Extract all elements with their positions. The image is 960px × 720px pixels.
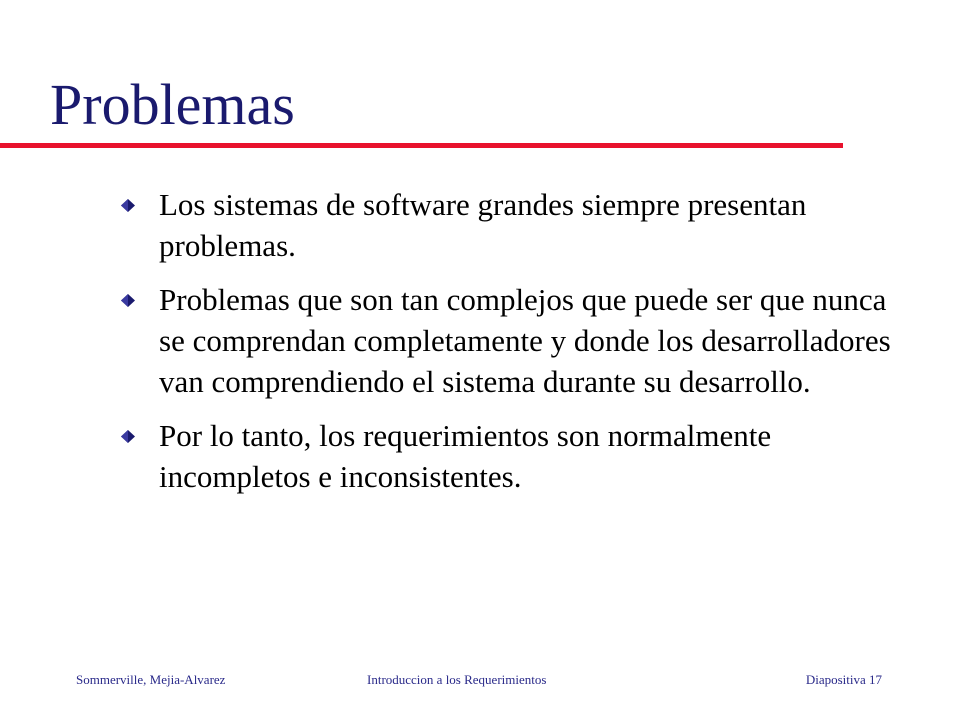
slide-title: Problemas <box>50 72 295 137</box>
footer-course-title: Introduccion a los Requerimientos <box>367 672 547 687</box>
diamond-bullet-icon <box>120 293 136 308</box>
bullet-item <box>120 184 910 266</box>
bullet-list <box>120 184 910 510</box>
bullet-item <box>120 415 910 497</box>
bullet-text: Por lo tanto, los requerimientos son normalmente incompletos e inconsistentes. <box>159 418 772 494</box>
bullet-text: Problemas que son tan complejos que puede ser que nunca se comprendan completamente y donde los desarrolladores van comprendiendo el sistema durante su desarrollo. <box>159 282 891 399</box>
bullet-item <box>120 279 910 402</box>
diamond-bullet-icon <box>120 198 136 213</box>
title-underline <box>0 143 843 148</box>
bullet-text: Los sistemas de software grandes siempre presentan problemas. <box>159 187 807 263</box>
footer-authors: Sommerville, Mejia-Alvarez <box>76 672 226 687</box>
diamond-bullet-icon <box>120 429 136 444</box>
footer-slide-number: Diapositiva 17 <box>805 672 882 687</box>
